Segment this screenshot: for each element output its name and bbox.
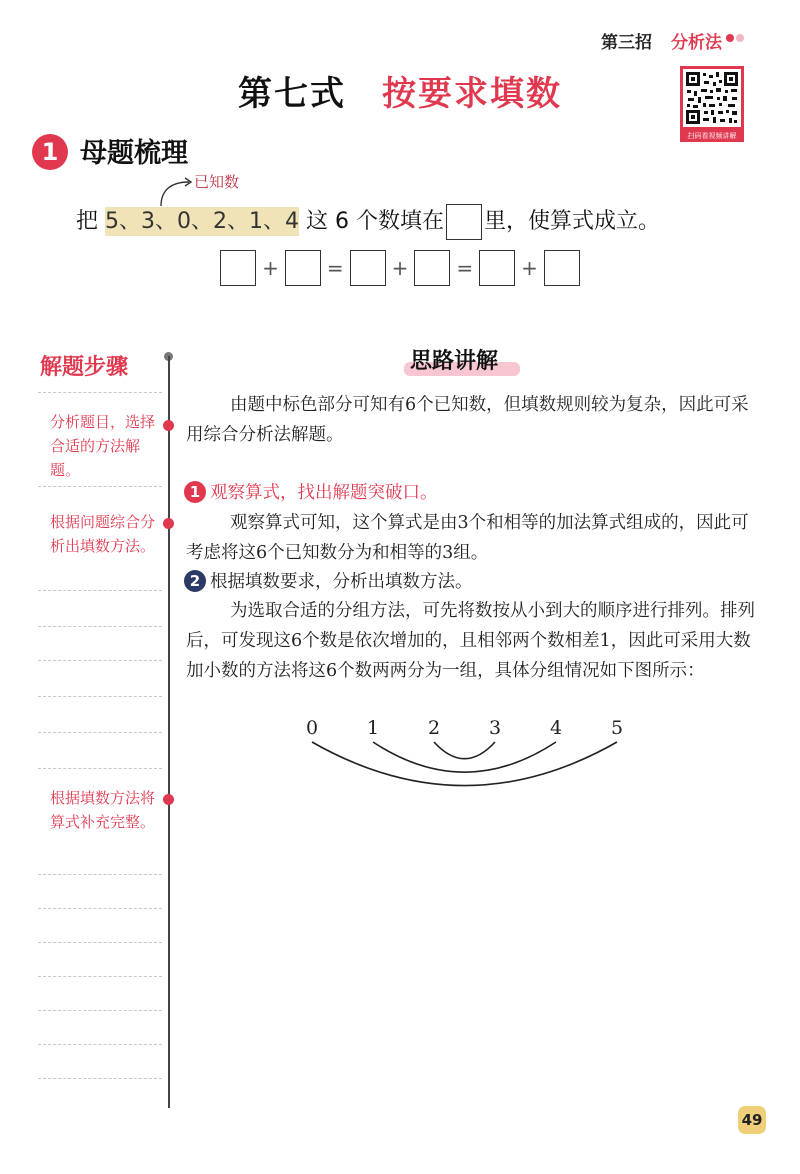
step-1-dot-icon: [163, 420, 174, 431]
step-3-dot-icon: [163, 794, 174, 805]
section-number-badge: 1: [32, 134, 68, 170]
header-dots-icon: [726, 32, 748, 44]
equation-box[interactable]: [479, 250, 515, 286]
page-number: 49: [738, 1106, 766, 1134]
explanation-title: 思路讲解: [410, 349, 499, 374]
qr-code[interactable]: [680, 66, 744, 142]
diagram-number: 3: [488, 717, 502, 739]
divider: [38, 1010, 162, 1011]
title-part1: 第七式: [238, 74, 346, 114]
substep-1-heading: [184, 478, 438, 508]
plus-sign: +: [391, 256, 409, 280]
known-numbers-note: 已知数: [194, 173, 240, 191]
step-2-text: 根据问题综合分析出填数方法。: [50, 513, 156, 555]
substep-2-title: 根据填数要求，分析出填数方法。: [210, 572, 473, 592]
section-label: 分析法: [671, 33, 722, 53]
equation: [0, 250, 800, 286]
diagram-number: 2: [427, 717, 441, 739]
equation-box[interactable]: [414, 250, 450, 286]
timeline-line: [168, 356, 170, 1108]
qr-code-icon: [680, 66, 744, 130]
equation-box[interactable]: [544, 250, 580, 286]
substep-2-number: 2: [184, 570, 206, 592]
diagram-number: 4: [549, 717, 563, 739]
answer-box-icon: [446, 204, 482, 240]
plus-sign: +: [521, 256, 538, 280]
diagram-number: 5: [610, 717, 624, 739]
substep-2-heading: [184, 567, 473, 597]
substep-1-number: 1: [184, 481, 206, 503]
equals-sign: =: [326, 256, 344, 280]
divider: [38, 1044, 162, 1045]
intro-paragraph: [186, 390, 758, 450]
substep-2-paragraph: [186, 596, 758, 686]
equals-sign: =: [456, 256, 474, 280]
divider: [38, 660, 162, 661]
divider: [38, 874, 162, 875]
pair-arc: [373, 742, 556, 772]
step-2-dot-icon: [163, 518, 174, 529]
pair-arc: [434, 742, 495, 759]
plus-sign: +: [262, 256, 279, 280]
diagram-number: 0: [305, 717, 319, 739]
problem-statement: [76, 204, 660, 240]
problem-suffix: 里，使算式成立。: [483, 209, 660, 234]
step-3-text: 根据填数方法将算式补充完整。: [50, 789, 156, 831]
equation-box[interactable]: [220, 250, 256, 286]
section-title: 母题梳理: [80, 138, 188, 169]
pair-arc: [312, 742, 617, 786]
known-arrow-icon: [155, 170, 195, 208]
divider: [38, 590, 162, 591]
problem-middle: 这 6 个数填在: [306, 209, 444, 234]
substep-1-paragraph: [186, 508, 758, 568]
steps-title: 解题步骤: [40, 355, 129, 380]
equation-box[interactable]: [350, 250, 386, 286]
divider: [38, 626, 162, 627]
diagram-number: 1: [366, 717, 380, 739]
substep-1-title: 观察算式，找出解题突破口。: [210, 483, 438, 503]
equation-box[interactable]: [285, 250, 321, 286]
problem-prefix: 把: [76, 209, 99, 234]
divider: [38, 732, 162, 733]
known-numbers-highlight: 5、3、0、2、1、4: [105, 209, 299, 234]
chapter-label: 第三招: [601, 33, 652, 53]
pairing-diagram: [290, 708, 650, 788]
divider: [38, 908, 162, 909]
divider: [38, 1078, 162, 1079]
divider: [38, 768, 162, 769]
qr-caption: 扫码看视频讲解: [680, 130, 744, 142]
divider: [38, 942, 162, 943]
divider: [38, 392, 162, 393]
divider: [38, 976, 162, 977]
title-part2: 按要求填数: [382, 74, 562, 114]
substep-1-text: 观察算式可知，这个算式是由3个和相等的加法算式组成的，因此可考虑将这6个已知数分为和相等的3组。: [186, 513, 749, 563]
intro-text: 由题中标色部分可知有6个已知数，但填数规则较为复杂，因此可采用综合分析法解题。: [186, 395, 749, 445]
substep-2-text: 为选取合适的分组方法，可先将数按从小到大的顺序进行排列。排列后，可发现这6个数是依次增加的，且相邻两个数相差1，因此可采用大数加小数的方法将这6个数两两分为一组，具体分组情况如下图所示：: [186, 601, 755, 681]
divider: [38, 486, 162, 487]
divider: [38, 696, 162, 697]
step-1-text: 分析题目，选择合适的方法解题。: [50, 413, 156, 479]
